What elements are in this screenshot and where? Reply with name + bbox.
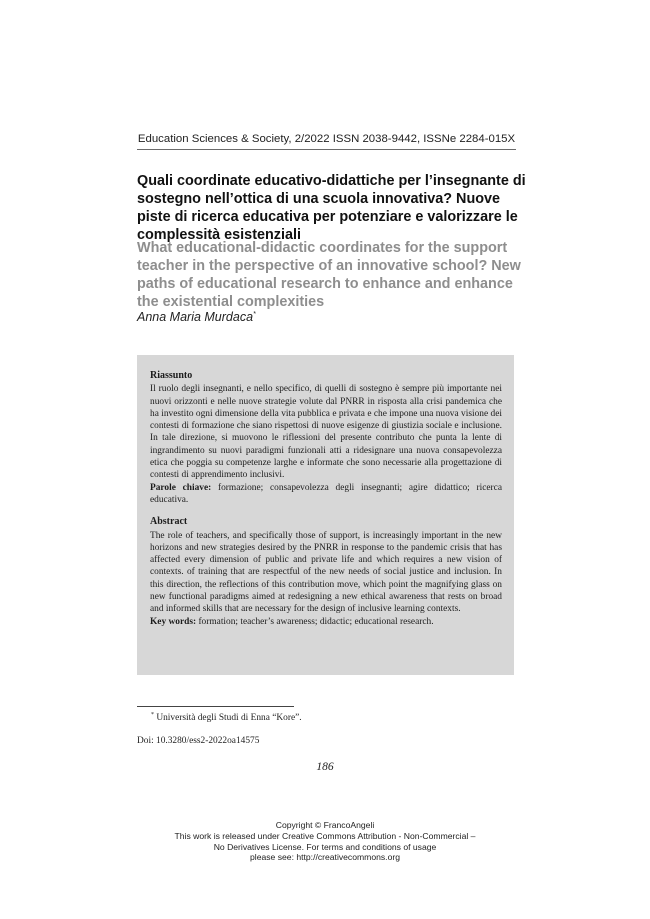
riassunto-keywords — [150, 482, 502, 507]
footnote — [151, 712, 302, 723]
abstract-box-content — [150, 370, 502, 628]
riassunto-keywords-value: formazione; consapevolezza degli insegnanti; agire didattico; ricerca educativa. — [150, 482, 502, 505]
article-title-italian: Quali coordinate educativo-didattiche per l’insegnante di sostegno nell’ottica di una scuola innovativa? Nuove piste di ricerca educativa per potenziare e valorizzare le complessità esistenziali — [137, 173, 526, 243]
riassunto-text: Il ruolo degli insegnanti, e nello specifico, di quelli di sostegno è sempre più importante nei nuovi orizzonti e nelle nuove strategie volute dal PNRR in risposta alla crisi pandemica che ha investito ogni dimensione della vita pubblica e privata e che impone una nuova visione dei contesti di formazione che siano rispettosi di nuove esigenze di giustizia sociale e inclusione. In tale direzione, si muovono le riflessioni del presente contributo che punta la lente di ingrandimento su nuovi paradigmi funzionali atti a ridesignare una nuova consapevolezza etica che poggia su competenze larghe e informate che sono necessarie alla progettazione di contesti di apprendimento inclusivi. — [150, 384, 502, 481]
abstract-keywords — [150, 616, 502, 628]
abstract-heading: Abstract — [150, 516, 188, 528]
author-line — [137, 310, 256, 324]
abstract-box — [137, 355, 514, 675]
copyright-line-4: please see: http://creativecommons.org — [250, 852, 400, 863]
abstract-keywords-value: formation; teacher’s awareness; didactic; educational research. — [196, 616, 434, 627]
author-footnote-mark: * — [253, 310, 256, 318]
copyright-notice — [120, 820, 530, 863]
author-name: Anna Maria Murdaca — [137, 310, 254, 324]
page-number: 186 — [316, 761, 334, 773]
article-title-english: What educational-didactic coordinates for the support teacher in the perspective of an innovative school? New paths of educational research to enhance and enhance the existential complexities — [137, 240, 521, 310]
riassunto-keywords-label: Parole chiave: — [150, 482, 212, 493]
copyright-line-2: This work is released under Creative Commons Attribution - Non-Commercial – — [174, 830, 476, 841]
riassunto-heading: Riassunto — [150, 370, 193, 381]
footnote-mark: * — [151, 712, 154, 718]
footnote-divider — [137, 706, 294, 707]
copyright-line-3: No Derivatives License. For terms and conditions of usage — [213, 841, 437, 852]
abstract-text: The role of teachers, and specifically those of support, is increasingly important in the new horizons and new strategies desired by the PNRR in response to the pandemic crisis that has affected every dimension of public and private life and which requires a new vision of contexts. of training that are respectful of the new needs of social justice and inclusion. In this direction, the reflections of this contribution move, which point the magnifying glass on new functional paradigms aimed at redesigning a new ethical awareness that rests on broad and informed skills that are necessary for the design of inclusive learning contexts. — [150, 530, 502, 615]
footnote-text: Università degli Studi di Enna “Kore”. — [154, 713, 302, 724]
abstract-keywords-label: Key words: — [150, 616, 197, 627]
journal-header: Education Sciences & Society, 2/2022 ISSN 2038-9442, ISSNe 2284-015X — [137, 131, 516, 150]
doi-line: Doi: 10.3280/ess2-2022oa14575 — [137, 736, 260, 746]
copyright-line-1: Copyright © FrancoAngeli — [275, 820, 375, 830]
